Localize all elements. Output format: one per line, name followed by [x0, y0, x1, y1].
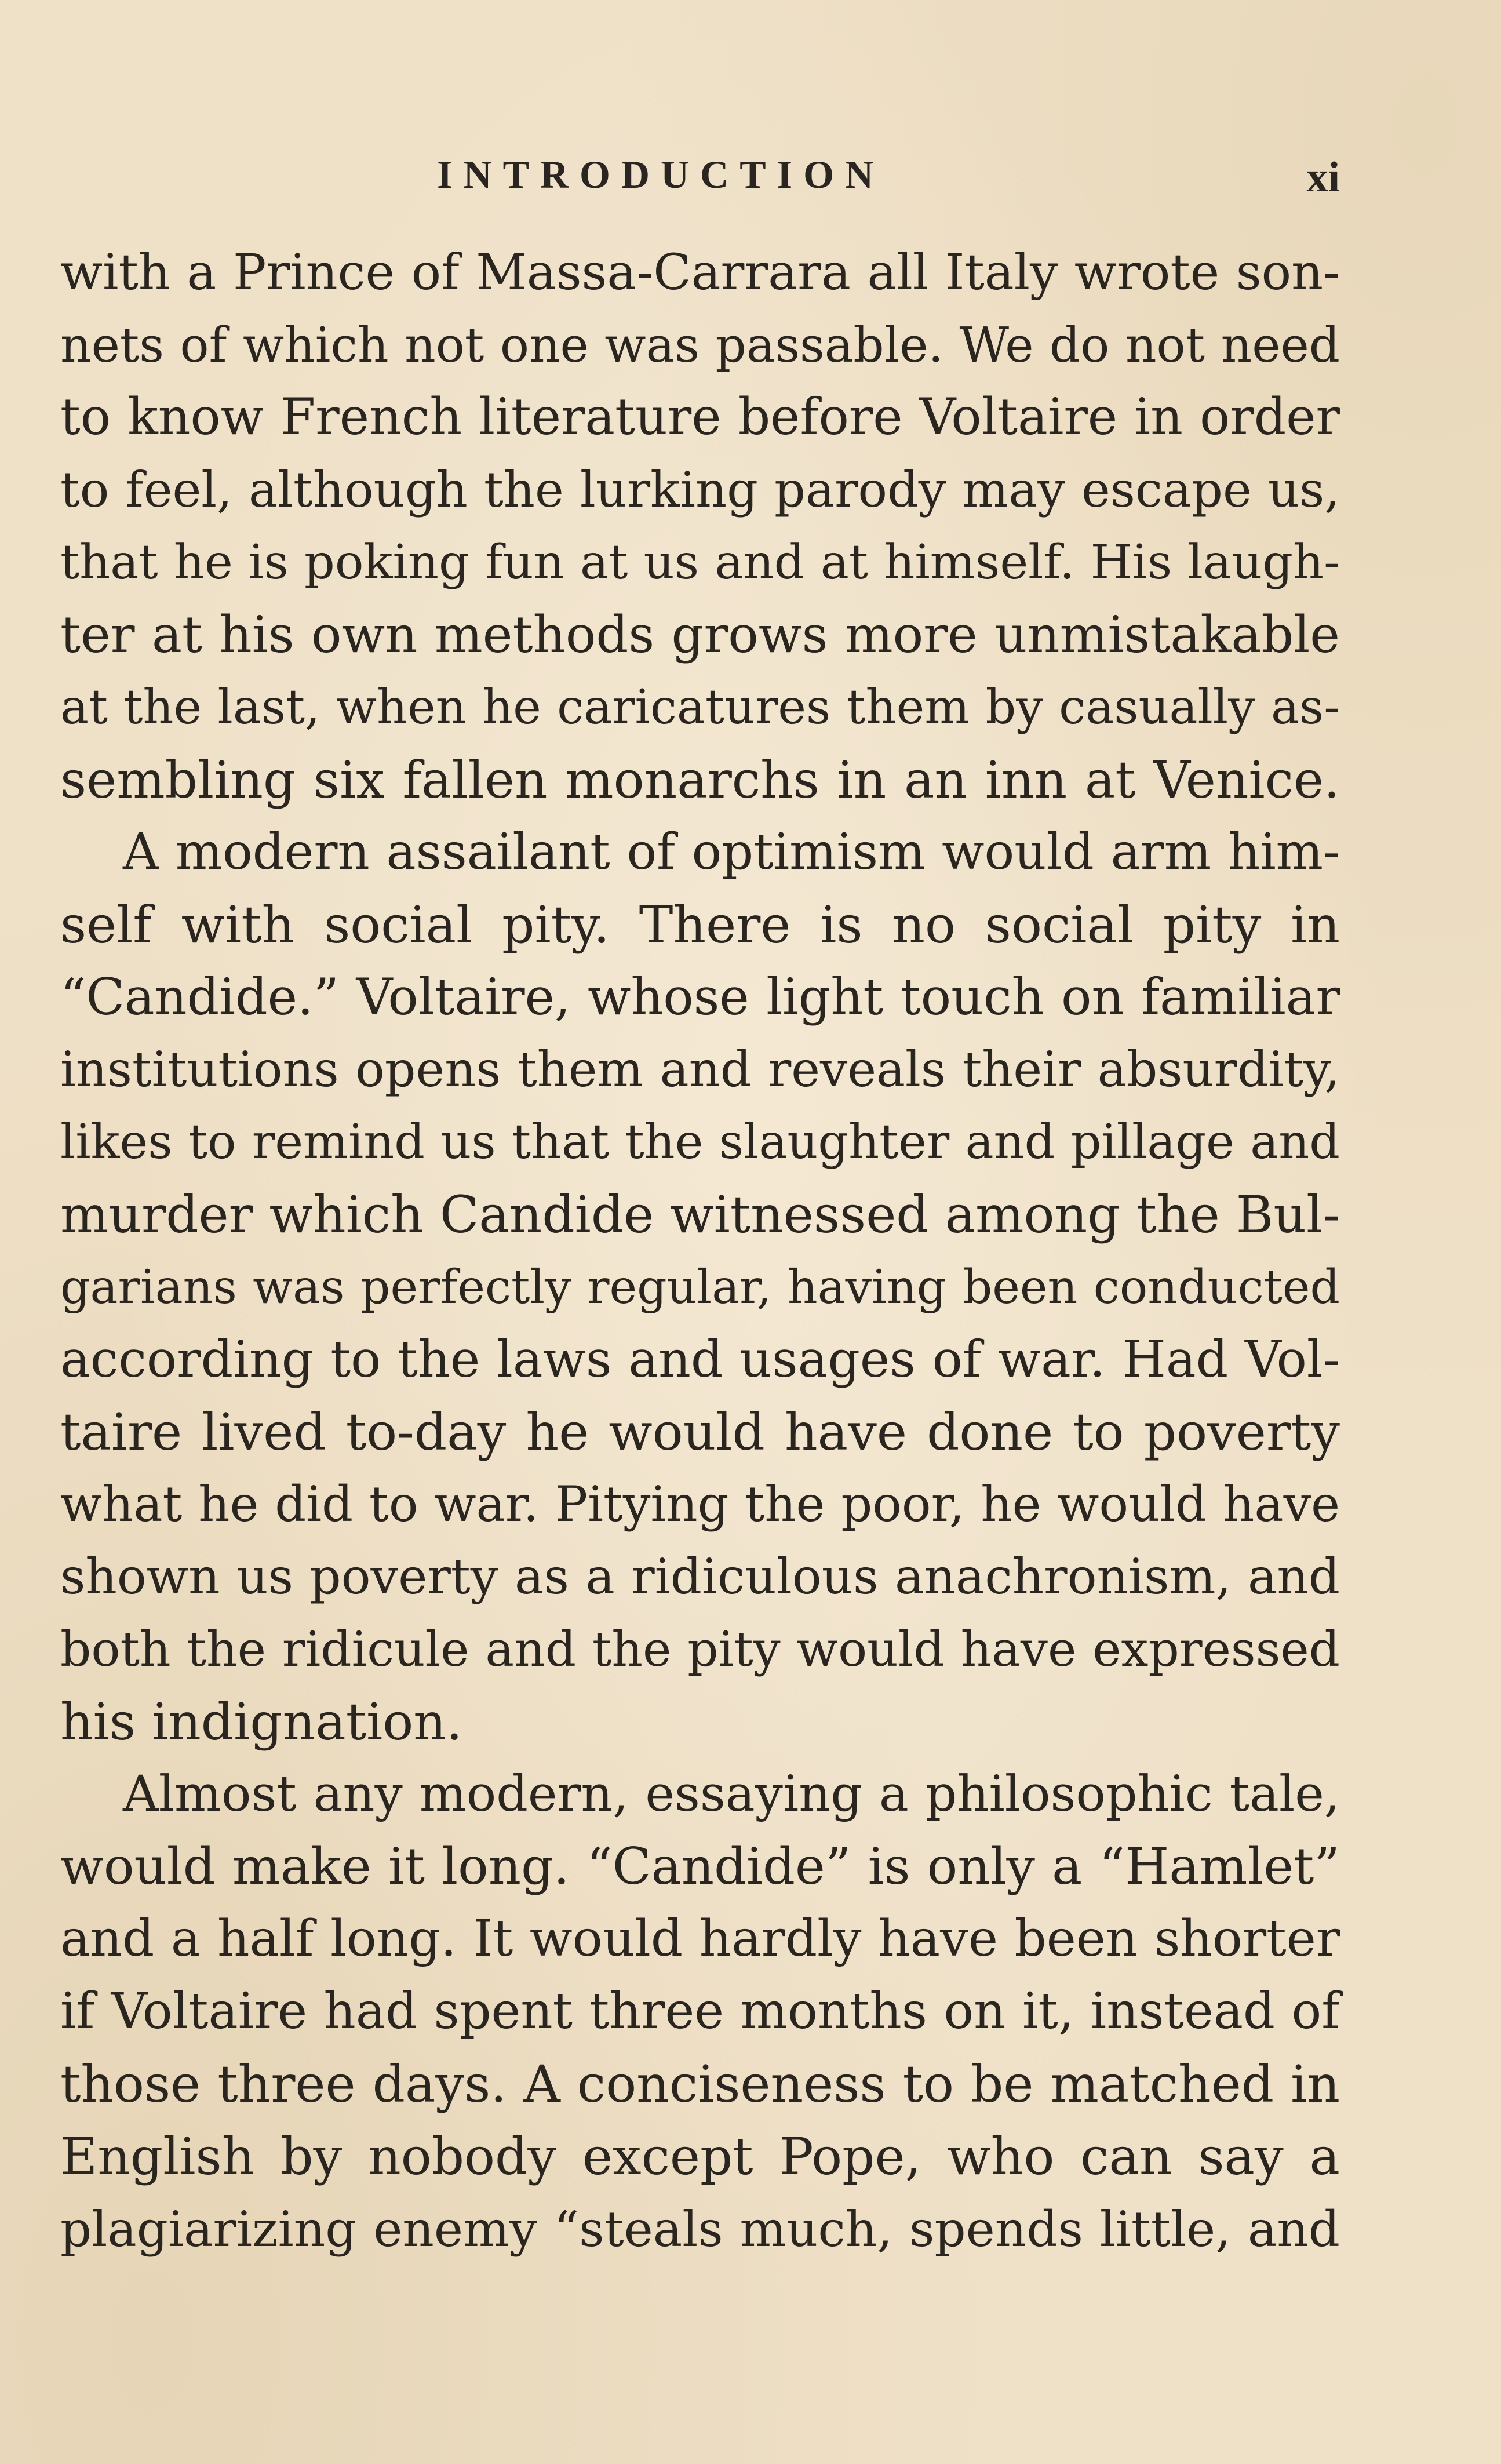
text-line: to feel, although the lurking parody may escape us, [60, 461, 1340, 518]
text-line: institutions opens them and reveals their absurdity, [60, 1041, 1340, 1098]
text-line: both the ridicule and the pity would have expressed [60, 1621, 1340, 1677]
text-line: according to the laws and usages of war. Had Vol- [60, 1330, 1340, 1389]
text-line: sembling six fallen monarchs in an inn at Venice. [60, 750, 1340, 810]
body-text [60, 236, 1340, 2265]
text-line: likes to remind us that the slaughter and pillage and [60, 1115, 1340, 1170]
text-line: if Voltaire had spent three months on it, instead of [60, 1982, 1340, 2040]
paragraph-last-line: his indignation. [60, 1692, 462, 1752]
text-line: shown us poverty as a ridiculous anachronism, and [60, 1548, 1340, 1605]
text-line: self with social pity. There is no social pity in [60, 895, 1340, 955]
text-line: with a Prince of Massa-Carrara all Italy wrote son- [60, 244, 1340, 301]
page-header [60, 146, 1340, 204]
text-line: “Candide.” Voltaire, whose light touch on familiar [60, 968, 1340, 1027]
text-line: that he is poking fun at us and at himself. His laugh- [60, 534, 1340, 590]
text-line: what he did to war. Pitying the poor, he would have [60, 1476, 1340, 1533]
text-line: English by nobody except Pope, who can say a [60, 2127, 1340, 2186]
text-line: to know French literature before Voltaire in order [60, 388, 1340, 446]
text-line: at the last, when he caricatures them by casually as- [60, 680, 1340, 735]
paragraph-first-line: A modern assailant of optimism would arm him- [123, 823, 1340, 881]
text-line: murder which Candide witnessed among the Bul- [60, 1185, 1340, 1244]
text-line: plagiarizing enemy “steals much, spends little, and [60, 2200, 1340, 2258]
page-number: xi [1306, 154, 1340, 201]
text-line: ter at his own methods grows more unmistakable [60, 605, 1340, 664]
text-line: and a half long. It would hardly have been shorter [60, 1910, 1340, 1968]
text-line: nets of which not one was passable. We do not need [60, 317, 1340, 373]
paragraph-first-line: Almost any modern, essaying a philosophic tale, [123, 1766, 1340, 1823]
text-line: those three days. A conciseness to be matched in [60, 2054, 1340, 2114]
text-line: would make it long. “Candide” is only a “Hamlet” [60, 1837, 1340, 1896]
text-line: garians was perfectly regular, having been conducted [60, 1260, 1340, 1314]
running-head: INTRODUCTION [437, 152, 885, 196]
text-line: taire lived to-day he would have done to poverty [60, 1402, 1340, 1462]
